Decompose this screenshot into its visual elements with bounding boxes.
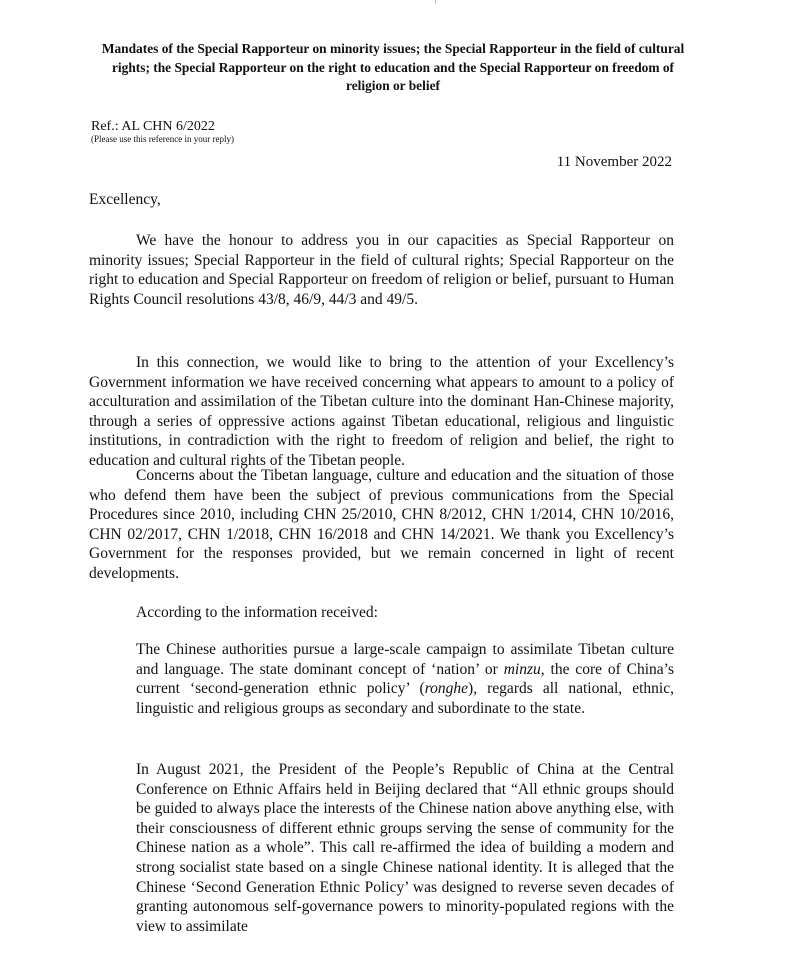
q1-text-part1: The Chinese authorities pursue a large-scale campaign to assimilate Tibetan culture and language. The state dominant concept of ‘nation’ or xyxy=(136,641,674,678)
paragraph-connection: In this connection, we would like to bring to the attention of your Excellency’s Government information we have received concerning what appears to amount to a policy of acculturation and assimilation of the Tibetan culture into the dominant Han-Chinese majority, through a series of oppressive actions against Tibetan educational, religious and linguistic institutions, in contradiction with the right to freedom of religion and belief, the right to education and cultural rights of the Tibetan people. xyxy=(89,354,674,469)
salutation: Excellency, xyxy=(89,191,161,208)
reference-number: Ref.: AL CHN 6/2022 xyxy=(91,119,215,134)
term-minzu: minzu xyxy=(503,660,541,678)
term-ronghe: ronghe xyxy=(424,680,469,698)
letter-date: 11 November 2022 xyxy=(556,154,672,170)
paragraph-concerns: Concerns about the Tibetan language, culture and education and the situation of those who defend them have been the subject of previous communications from the Special Procedures since 2010, including CHN 25/2010, CHN 8/2012, CHN 1/2014, CHN 10/2016, CHN 02/2017, CHN 1/2018, CHN 16/2018 and CHN 14/2021. We thank you Excellency’s Government for the responses provided, but we remain concerned in light of recent developments. xyxy=(89,467,674,582)
q1-text-part3: ), regards all national, ethnic, linguistic and religious groups as secondary and subordinate to the state. xyxy=(136,680,674,717)
reference-note: (Please use this reference in your reply) xyxy=(91,134,234,144)
q1-text-part2: , the core of China’s current ‘second-generation ethnic policy’ ( xyxy=(136,660,674,698)
paragraph-information-intro: According to the information received: xyxy=(136,604,378,621)
paragraph-assimilation-campaign xyxy=(136,640,674,718)
paragraph-august-2021: In August 2021, the President of the People’s Republic of China at the Central Conference on Ethnic Affairs held in Beijing declared that “All ethnic groups should be guided to always place the interests of the Chinese nation above anything else, with their consciousness of different ethnic groups serving the sense of community for the Chinese nation as a whole”. This call re-affirmed the idea of building a modern and strong socialist state based on a single Chinese national identity. It is alleged that the Chinese ‘Second Generation Ethnic Policy’ was designed to reverse seven decades of granting autonomous self-governance powers to minority-populated regions with the view to assimilate xyxy=(136,761,674,935)
mandates-heading: Mandates of the Special Rapporteur on minority issues; the Special Rapporteur in the field of cultural rights; the Special Rapporteur on the right to education and the Special Rapporteur on freedom of religion or belief xyxy=(101,41,685,93)
page-edge-mark xyxy=(435,0,436,4)
paragraph-capacities: We have the honour to address you in our capacities as Special Rapporteur on minority issues; Special Rapporteur in the field of cultural rights; Special Rapporteur on the right to education and Special Rapporteur on freedom of religion or belief, pursuant to Human Rights Council resolutions 43/8, 46/9, 44/3 and 49/5. xyxy=(89,232,674,308)
